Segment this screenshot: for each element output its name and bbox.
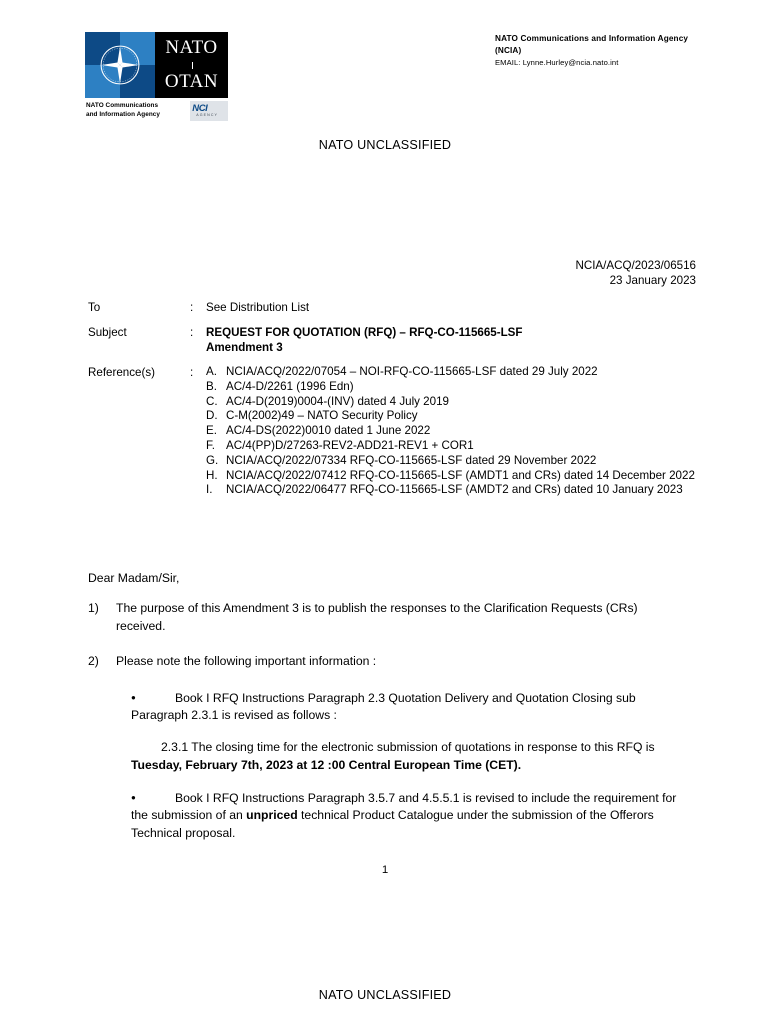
- reference-text: NCIA/ACQ/2022/07054 – NOI-RFQ-CO-115665-LSF dated 29 July 2022: [226, 365, 598, 378]
- revised-clause-deadline: Tuesday, February 7th, 2023 at 12 :00 Central European Time (CET).: [131, 757, 522, 772]
- reference-item: [206, 454, 704, 469]
- subject-line-2: Amendment 3: [206, 341, 283, 354]
- classification-banner-top: NATO UNCLASSIFIED: [318, 138, 452, 152]
- document-date: 23 January 2023: [609, 274, 696, 287]
- field-row-references: [88, 365, 704, 498]
- nato-letterhead: [85, 32, 228, 121]
- bullet-item-1: [131, 689, 688, 726]
- agency-strip-line1: NATO Communications: [86, 102, 159, 109]
- reference-item: [206, 380, 704, 395]
- subject-line-1: REQUEST FOR QUOTATION (RFQ) – RFQ-CO-115665-LSF: [206, 326, 523, 339]
- reference-letter: B.: [206, 379, 217, 393]
- reference-letter: I.: [206, 483, 213, 497]
- reference-item: [206, 439, 704, 454]
- numbered-item-2-text: Please note the following important information :: [116, 654, 377, 668]
- numbered-item-2-label: 2): [88, 654, 99, 668]
- reference-item: [206, 424, 704, 439]
- bullet-dot-icon: [131, 689, 175, 708]
- reference-letter: C.: [206, 394, 218, 408]
- reference-item: [206, 365, 704, 380]
- reference-letter: D.: [206, 409, 218, 423]
- reference-item: [206, 409, 704, 424]
- document-reference-number: NCIA/ACQ/2023/06516: [575, 259, 696, 272]
- classification-banner-bottom: NATO UNCLASSIFIED: [318, 988, 452, 1002]
- references-colon: :: [190, 366, 194, 379]
- revised-clause-prefix: 2.3.1 The closing time for the electronic submission of quotations in response to this RFQ is: [161, 740, 655, 755]
- numbered-item-2: [88, 653, 688, 671]
- bullet-item-2: [131, 789, 688, 843]
- reference-letter: H.: [206, 468, 218, 482]
- logo-wordmark: [155, 32, 228, 98]
- field-row-subject: [88, 325, 704, 355]
- subject-value: [206, 325, 704, 355]
- to-label: To: [88, 301, 101, 314]
- agency-strip-line2: and Information Agency: [86, 110, 161, 118]
- numbered-item-1-text: The purpose of this Amendment 3 is to publish the responses to the Clarification Requests (CRs) received.: [116, 601, 638, 633]
- logo-word-divider: [192, 62, 193, 69]
- reference-letter: A.: [206, 365, 217, 378]
- letter-body: [88, 600, 688, 857]
- bullet-dot-icon-2: [131, 789, 175, 808]
- organisation-block: [495, 33, 710, 68]
- reference-text: NCIA/ACQ/2022/07334 RFQ-CO-115665-LSF dated 29 November 2022: [226, 453, 597, 467]
- organisation-name: NATO Communications and Information Agency (NCIA): [495, 34, 689, 55]
- reference-letter: F.: [206, 438, 216, 452]
- nci-mark-text: NCI: [192, 102, 208, 114]
- nato-otan-logo: [85, 32, 228, 98]
- reference-item: [206, 483, 704, 498]
- revised-clause-paragraph: [131, 739, 694, 775]
- numbered-item-1-label: 1): [88, 601, 99, 615]
- nci-sub-text: AGENCY: [196, 112, 219, 117]
- subject-colon: :: [190, 326, 194, 339]
- nato-compass-rose-icon: [99, 44, 141, 86]
- reference-text: NCIA/ACQ/2022/07412 RFQ-CO-115665-LSF (AMDT1 and CRs) dated 14 December 2022: [226, 468, 695, 482]
- document-reference-block: [575, 258, 696, 288]
- reference-text: AC/4-D(2019)0004-(INV) dated 4 July 2019: [226, 394, 449, 408]
- bullet-item-2-suffix: technical Product Catalogue under the submission of the Offerors Technical proposal.: [131, 808, 654, 841]
- organisation-email: EMAIL: Lynne.Hurley@ncia.nato.int: [495, 58, 619, 67]
- references-value: [206, 365, 704, 498]
- references-label: Reference(s): [88, 366, 156, 379]
- bullet-item-1-text: Book I RFQ Instructions Paragraph 2.3 Quotation Delivery and Quotation Closing sub Paragraph 2.3.1 is revised as follows :: [131, 690, 636, 723]
- reference-text: NCIA/ACQ/2022/06477 RFQ-CO-115665-LSF (AMDT2 and CRs) dated 10 January 2023: [226, 483, 683, 497]
- reference-letter: G.: [206, 453, 219, 467]
- field-row-to: [88, 300, 704, 315]
- reference-text: C-M(2002)49 – NATO Security Policy: [226, 409, 418, 423]
- logo-word-nato: NATO: [165, 37, 218, 58]
- subject-label: Subject: [88, 326, 127, 339]
- bullet-item-2-emphasis: unpriced: [246, 808, 298, 823]
- to-value: See Distribution List: [206, 301, 310, 314]
- reference-item: [206, 395, 704, 410]
- reference-text: AC/4-D/2261 (1996 Edn): [226, 379, 354, 393]
- bullet-item-2-prefix: Book I RFQ Instructions Paragraph 3.5.7 and 4.5.5.1 is revised to include the requirement for the submission of an: [131, 790, 677, 823]
- nci-agency-logo: [190, 101, 228, 121]
- agency-strip-text: [85, 102, 189, 119]
- numbered-item-1: [88, 600, 688, 635]
- to-colon: :: [190, 301, 194, 314]
- reference-text: AC/4(PP)D/27263-REV2-ADD21-REV1 + COR1: [226, 438, 474, 452]
- reference-list: [206, 365, 704, 498]
- logo-word-otan: OTAN: [164, 71, 219, 92]
- agency-strip: [85, 99, 228, 121]
- reference-text: AC/4-DS(2022)0010 dated 1 June 2022: [226, 424, 431, 438]
- reference-letter: E.: [206, 424, 217, 438]
- reference-item: [206, 469, 704, 484]
- page-number: 1: [381, 864, 389, 876]
- letter-fields: [88, 300, 704, 498]
- salutation: Dear Madam/Sir,: [88, 571, 180, 585]
